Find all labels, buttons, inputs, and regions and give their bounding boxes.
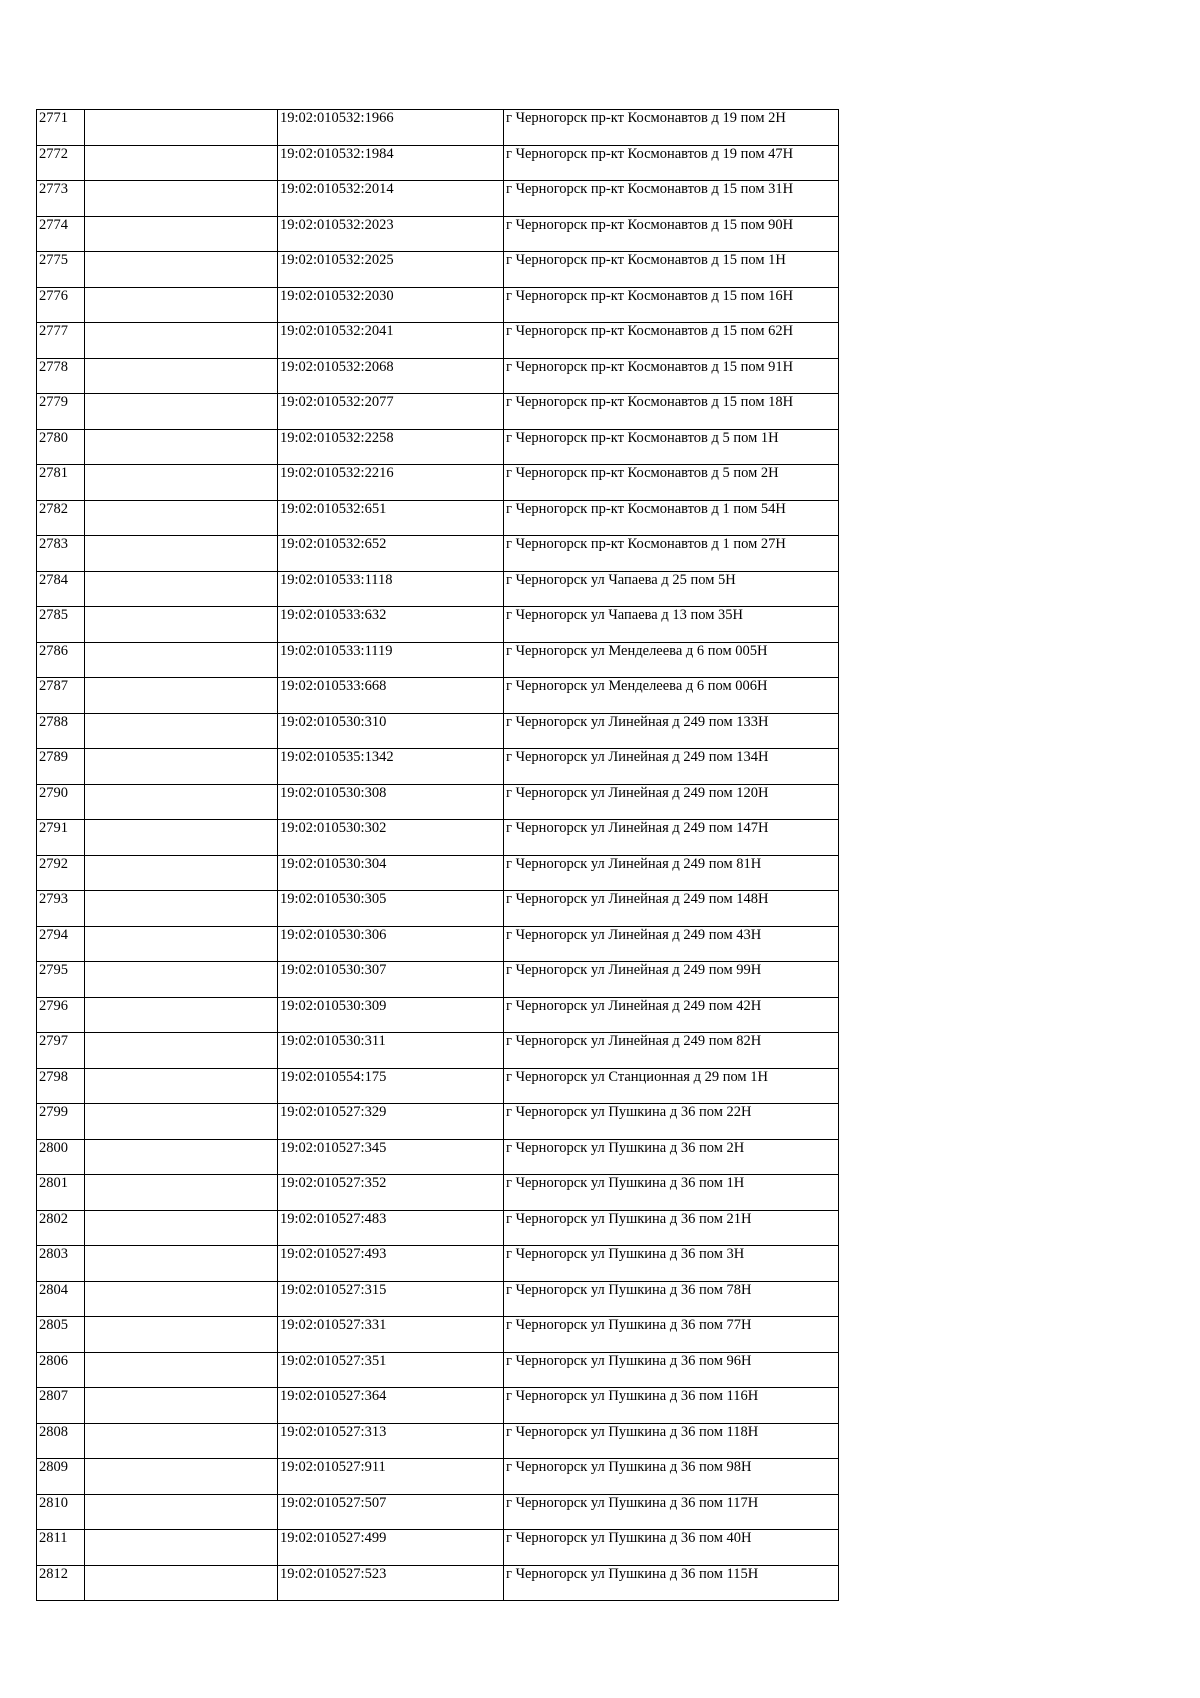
empty-column-cell [85,713,278,749]
row-number-cell: 2800 [37,1139,85,1175]
empty-column-cell [85,1210,278,1246]
empty-column-cell [85,1565,278,1601]
row-number-cell: 2812 [37,1565,85,1601]
address-cell: г Черногорск ул Линейная д 249 пом 134Н [504,749,839,785]
address-cell: г Черногорск пр-кт Космонавтов д 15 пом 31Н [504,181,839,217]
row-number-cell: 2780 [37,429,85,465]
address-cell: г Черногорск ул Пушкина д 36 пом 116Н [504,1388,839,1424]
row-number-cell: 2798 [37,1068,85,1104]
row-number-cell: 2774 [37,216,85,252]
address-cell: г Черногорск ул Линейная д 249 пом 81Н [504,855,839,891]
row-number-cell: 2795 [37,962,85,998]
table-row [37,1139,839,1175]
cadastral-number-cell: 19:02:010527:507 [278,1494,504,1530]
table-row [37,820,839,856]
cadastral-number-cell: 19:02:010530:310 [278,713,504,749]
empty-column-cell [85,1033,278,1069]
empty-column-cell [85,110,278,146]
row-number-cell: 2782 [37,500,85,536]
table-row [37,323,839,359]
table-row [37,1246,839,1282]
table-row [37,1317,839,1353]
empty-column-cell [85,252,278,288]
empty-column-cell [85,1494,278,1530]
table-row [37,181,839,217]
cadastral-number-cell: 19:02:010554:175 [278,1068,504,1104]
address-cell: г Черногорск ул Пушкина д 36 пом 78Н [504,1281,839,1317]
empty-column-cell [85,678,278,714]
address-cell: г Черногорск ул Пушкина д 36 пом 118Н [504,1423,839,1459]
cadastral-number-cell: 19:02:010530:305 [278,891,504,927]
table-row [37,500,839,536]
cadastral-number-cell: 19:02:010533:1119 [278,642,504,678]
table-row [37,1068,839,1104]
table-row [37,1565,839,1601]
address-cell: г Черногорск ул Линейная д 249 пом 42Н [504,997,839,1033]
address-cell: г Черногорск ул Менделеева д 6 пом 006Н [504,678,839,714]
table-row [37,749,839,785]
row-number-cell: 2777 [37,323,85,359]
address-cell: г Черногорск пр-кт Космонавтов д 15 пом 62Н [504,323,839,359]
address-cell: г Черногорск ул Пушкина д 36 пом 77Н [504,1317,839,1353]
row-number-cell: 2799 [37,1104,85,1140]
table-row [37,855,839,891]
cadastral-number-cell: 19:02:010533:668 [278,678,504,714]
register-table-body [37,110,839,1601]
address-cell: г Черногорск ул Пушкина д 36 пом 115Н [504,1565,839,1601]
cadastral-number-cell: 19:02:010532:2025 [278,252,504,288]
row-number-cell: 2778 [37,358,85,394]
table-row [37,1210,839,1246]
empty-column-cell [85,500,278,536]
cadastral-number-cell: 19:02:010530:311 [278,1033,504,1069]
table-row [37,891,839,927]
cadastral-number-cell: 19:02:010527:313 [278,1423,504,1459]
row-number-cell: 2811 [37,1530,85,1566]
address-cell: г Черногорск пр-кт Космонавтов д 19 пом 2Н [504,110,839,146]
empty-column-cell [85,1530,278,1566]
empty-column-cell [85,607,278,643]
row-number-cell: 2779 [37,394,85,430]
address-cell: г Черногорск пр-кт Космонавтов д 15 пом 91Н [504,358,839,394]
empty-column-cell [85,891,278,927]
cadastral-number-cell: 19:02:010532:2258 [278,429,504,465]
empty-column-cell [85,997,278,1033]
row-number-cell: 2796 [37,997,85,1033]
cadastral-number-cell: 19:02:010527:345 [278,1139,504,1175]
row-number-cell: 2810 [37,1494,85,1530]
table-row [37,607,839,643]
cadastral-number-cell: 19:02:010527:315 [278,1281,504,1317]
table-row [37,287,839,323]
cadastral-number-cell: 19:02:010527:493 [278,1246,504,1282]
table-row [37,536,839,572]
row-number-cell: 2809 [37,1459,85,1495]
row-number-cell: 2791 [37,820,85,856]
empty-column-cell [85,855,278,891]
address-cell: г Черногорск ул Пушкина д 36 пом 22Н [504,1104,839,1140]
table-row [37,1281,839,1317]
empty-column-cell [85,642,278,678]
table-row [37,1530,839,1566]
row-number-cell: 2792 [37,855,85,891]
empty-column-cell [85,1352,278,1388]
cadastral-number-cell: 19:02:010530:302 [278,820,504,856]
cadastral-number-cell: 19:02:010530:306 [278,926,504,962]
cadastral-number-cell: 19:02:010532:1966 [278,110,504,146]
row-number-cell: 2773 [37,181,85,217]
empty-column-cell [85,465,278,501]
empty-column-cell [85,1388,278,1424]
table-row [37,216,839,252]
table-row [37,784,839,820]
table-row [37,571,839,607]
cadastral-number-cell: 19:02:010532:2030 [278,287,504,323]
empty-column-cell [85,962,278,998]
empty-column-cell [85,536,278,572]
cadastral-number-cell: 19:02:010530:304 [278,855,504,891]
address-cell: г Черногорск ул Менделеева д 6 пом 005Н [504,642,839,678]
empty-column-cell [85,216,278,252]
empty-column-cell [85,1317,278,1353]
table-row [37,252,839,288]
cadastral-number-cell: 19:02:010533:632 [278,607,504,643]
empty-column-cell [85,749,278,785]
address-cell: г Черногорск пр-кт Космонавтов д 1 пом 27Н [504,536,839,572]
row-number-cell: 2804 [37,1281,85,1317]
table-row [37,145,839,181]
row-number-cell: 2794 [37,926,85,962]
address-cell: г Черногорск ул Линейная д 249 пом 82Н [504,1033,839,1069]
table-row [37,465,839,501]
empty-column-cell [85,1068,278,1104]
cadastral-number-cell: 19:02:010527:331 [278,1317,504,1353]
address-cell: г Черногорск пр-кт Космонавтов д 15 пом 16Н [504,287,839,323]
row-number-cell: 2806 [37,1352,85,1388]
address-cell: г Черногорск ул Чапаева д 13 пом 35Н [504,607,839,643]
address-cell: г Черногорск пр-кт Космонавтов д 15 пом 1Н [504,252,839,288]
table-row [37,642,839,678]
address-cell: г Черногорск ул Линейная д 249 пом 133Н [504,713,839,749]
cadastral-number-cell: 19:02:010532:2014 [278,181,504,217]
table-row [37,962,839,998]
table-row [37,394,839,430]
cadastral-number-cell: 19:02:010532:652 [278,536,504,572]
row-number-cell: 2784 [37,571,85,607]
row-number-cell: 2803 [37,1246,85,1282]
empty-column-cell [85,429,278,465]
table-row [37,1104,839,1140]
row-number-cell: 2793 [37,891,85,927]
empty-column-cell [85,784,278,820]
cadastral-number-cell: 19:02:010527:364 [278,1388,504,1424]
cadastral-number-cell: 19:02:010535:1342 [278,749,504,785]
row-number-cell: 2802 [37,1210,85,1246]
row-number-cell: 2797 [37,1033,85,1069]
table-row [37,1423,839,1459]
row-number-cell: 2801 [37,1175,85,1211]
cadastral-number-cell: 19:02:010532:651 [278,500,504,536]
cadastral-number-cell: 19:02:010530:307 [278,962,504,998]
empty-column-cell [85,571,278,607]
address-cell: г Черногорск ул Линейная д 249 пом 43Н [504,926,839,962]
cadastral-number-cell: 19:02:010527:352 [278,1175,504,1211]
empty-column-cell [85,1175,278,1211]
row-number-cell: 2783 [37,536,85,572]
cadastral-number-cell: 19:02:010527:911 [278,1459,504,1495]
address-cell: г Черногорск ул Пушкина д 36 пом 98Н [504,1459,839,1495]
address-cell: г Черногорск пр-кт Космонавтов д 15 пом 18Н [504,394,839,430]
empty-column-cell [85,1139,278,1175]
row-number-cell: 2786 [37,642,85,678]
row-number-cell: 2785 [37,607,85,643]
empty-column-cell [85,287,278,323]
cadastral-number-cell: 19:02:010527:329 [278,1104,504,1140]
empty-column-cell [85,181,278,217]
cadastral-number-cell: 19:02:010532:2023 [278,216,504,252]
empty-column-cell [85,145,278,181]
cadastral-number-cell: 19:02:010533:1118 [278,571,504,607]
address-cell: г Черногорск ул Пушкина д 36 пом 3Н [504,1246,839,1282]
table-row [37,1388,839,1424]
address-cell: г Черногорск ул Станционная д 29 пом 1Н [504,1068,839,1104]
cadastral-number-cell: 19:02:010532:2068 [278,358,504,394]
address-cell: г Черногорск пр-кт Космонавтов д 1 пом 54Н [504,500,839,536]
empty-column-cell [85,394,278,430]
row-number-cell: 2775 [37,252,85,288]
table-row [37,678,839,714]
empty-column-cell [85,1246,278,1282]
table-row [37,1175,839,1211]
address-cell: г Черногорск ул Пушкина д 36 пом 21Н [504,1210,839,1246]
table-row [37,110,839,146]
table-row [37,1033,839,1069]
address-cell: г Черногорск пр-кт Космонавтов д 5 пом 2Н [504,465,839,501]
empty-column-cell [85,1459,278,1495]
empty-column-cell [85,358,278,394]
row-number-cell: 2772 [37,145,85,181]
table-row [37,1494,839,1530]
empty-column-cell [85,1281,278,1317]
address-cell: г Черногорск ул Линейная д 249 пом 148Н [504,891,839,927]
address-cell: г Черногорск ул Пушкина д 36 пом 1Н [504,1175,839,1211]
cadastral-number-cell: 19:02:010527:523 [278,1565,504,1601]
address-cell: г Черногорск ул Линейная д 249 пом 147Н [504,820,839,856]
row-number-cell: 2771 [37,110,85,146]
row-number-cell: 2790 [37,784,85,820]
empty-column-cell [85,323,278,359]
address-cell: г Черногорск ул Линейная д 249 пом 99Н [504,962,839,998]
table-row [37,997,839,1033]
address-cell: г Черногорск пр-кт Космонавтов д 15 пом 90Н [504,216,839,252]
cadastral-number-cell: 19:02:010527:351 [278,1352,504,1388]
address-cell: г Черногорск пр-кт Космонавтов д 5 пом 1Н [504,429,839,465]
cadastral-number-cell: 19:02:010530:308 [278,784,504,820]
cadastral-number-cell: 19:02:010532:2041 [278,323,504,359]
address-cell: г Черногорск ул Пушкина д 36 пом 40Н [504,1530,839,1566]
cadastral-number-cell: 19:02:010532:1984 [278,145,504,181]
row-number-cell: 2807 [37,1388,85,1424]
address-cell: г Черногорск ул Пушкина д 36 пом 96Н [504,1352,839,1388]
address-cell: г Черногорск ул Линейная д 249 пом 120Н [504,784,839,820]
cadastral-number-cell: 19:02:010532:2077 [278,394,504,430]
address-cell: г Черногорск ул Пушкина д 36 пом 117Н [504,1494,839,1530]
row-number-cell: 2776 [37,287,85,323]
table-row [37,358,839,394]
row-number-cell: 2787 [37,678,85,714]
cadastral-number-cell: 19:02:010530:309 [278,997,504,1033]
row-number-cell: 2789 [37,749,85,785]
empty-column-cell [85,926,278,962]
table-row [37,926,839,962]
row-number-cell: 2805 [37,1317,85,1353]
table-row [37,1352,839,1388]
empty-column-cell [85,820,278,856]
cadastral-number-cell: 19:02:010527:483 [278,1210,504,1246]
cadastral-number-cell: 19:02:010532:2216 [278,465,504,501]
address-cell: г Черногорск пр-кт Космонавтов д 19 пом 47Н [504,145,839,181]
row-number-cell: 2788 [37,713,85,749]
cadastral-number-cell: 19:02:010527:499 [278,1530,504,1566]
table-row [37,1459,839,1495]
table-row [37,429,839,465]
address-cell: г Черногорск ул Чапаева д 25 пом 5Н [504,571,839,607]
address-cell: г Черногорск ул Пушкина д 36 пом 2Н [504,1139,839,1175]
row-number-cell: 2781 [37,465,85,501]
empty-column-cell [85,1104,278,1140]
table-row [37,713,839,749]
empty-column-cell [85,1423,278,1459]
row-number-cell: 2808 [37,1423,85,1459]
property-register-table [36,109,839,1601]
